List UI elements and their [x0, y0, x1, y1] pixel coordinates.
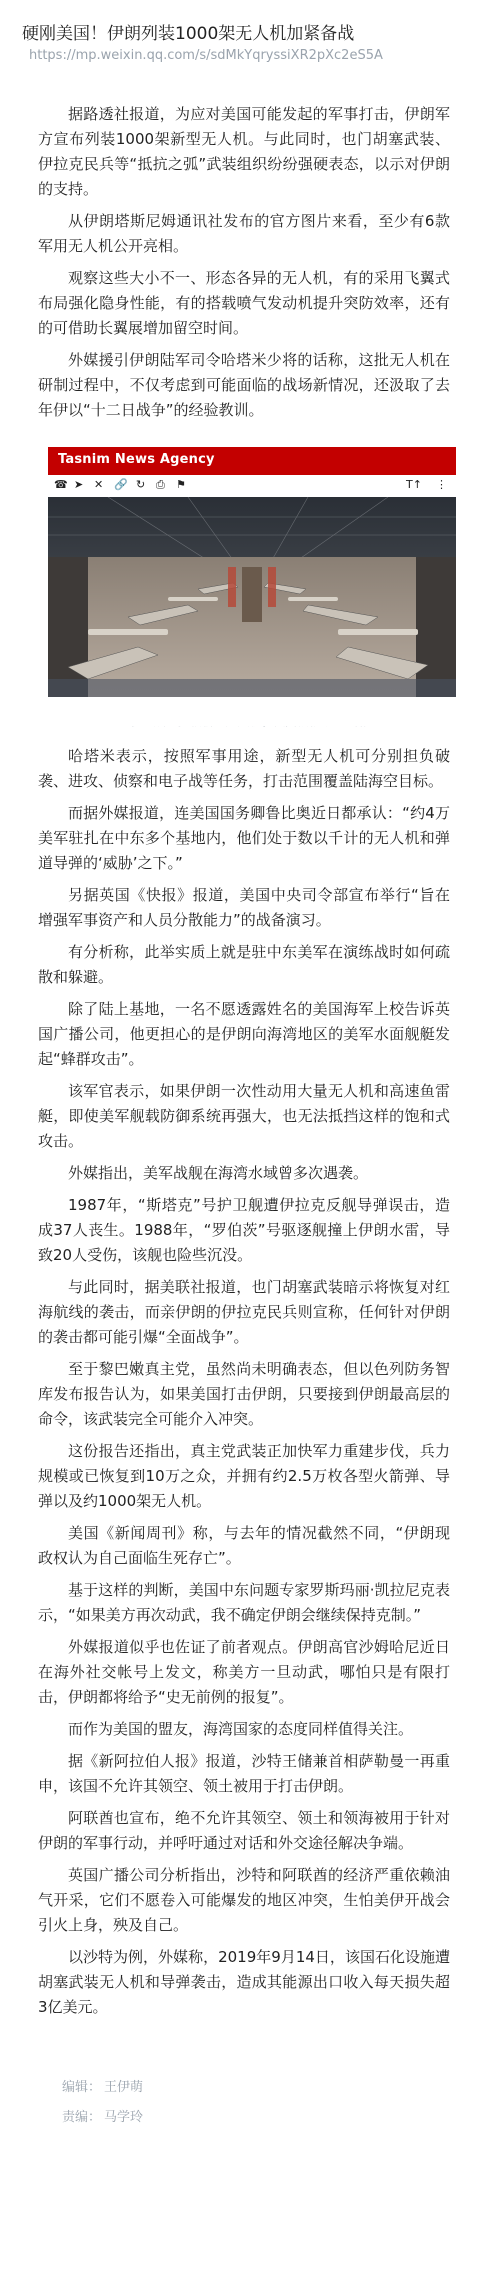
drone-hangar-image: [48, 497, 456, 697]
link-icon[interactable]: 🔗: [114, 478, 128, 491]
paragraph: 以沙特为例，外媒称，2019年9月14日，该国石化设施遭胡塞武装无人机和导弹袭击，造成其能源出口收入每天损失超3亿美元。: [38, 1948, 450, 2016]
paragraph: 有分析称，此举实质上就是驻中东美军在演练战时如何疏散和躲避。: [38, 943, 450, 986]
share-toolbar: [48, 475, 456, 497]
article-credits: [0, 2027, 480, 2133]
bookmark-icon[interactable]: ⚑: [176, 478, 186, 491]
reviewer-credit: [62, 2103, 480, 2133]
editor-label: 编辑：: [62, 2080, 102, 2095]
paragraph: 基于这样的判断，美国中东问题专家罗斯玛丽·凯拉尼克表示，“如果美方再次动武，我不确定伊朗会继续保持克制。”: [38, 1581, 450, 1624]
paragraph: 据《新阿拉伯人报》报道，沙特王储兼首相萨勒曼一再重申，该国不允许其领空、领土被用于打击伊朗。: [38, 1752, 450, 1795]
paragraph: 与此同时，据美联社报道，也门胡塞武装暗示将恢复对红海航线的袭击，而亲伊朗的伊拉克民兵则宣称，任何针对伊朗的袭击都可能引爆“全面战争”。: [38, 1278, 450, 1346]
paragraph: 哈塔米表示，按照军事用途，新型无人机可分别担负破袭、进攻、侦察和电子战等任务，打击范围覆盖陆海空目标。: [38, 747, 450, 790]
paragraph: 除了陆上基地，一名不愿透露姓名的美国海军上校告诉英国广播公司，他更担心的是伊朗向海湾地区的美军水面舰艇发起“蜂群攻击”。: [38, 1000, 450, 1068]
paragraph: 从伊朗塔斯尼姆通讯社发布的官方图片来看，至少有6款军用无人机公开亮相。: [38, 212, 450, 255]
paragraph: 这份报告还指出，真主党武装正加快军力重建步伐，兵力规模或已恢复到10万之众，并拥有约2.5万枚各型火箭弹、导弹以及约1000架无人机。: [38, 1442, 450, 1510]
article-header: [0, 0, 480, 66]
news-agency-banner: [48, 447, 456, 475]
article-body: [0, 66, 480, 2020]
paragraph: 外媒报道似乎也佐证了前者观点。伊朗高官沙姆哈尼近日在海外社交帐号上发文，称美方一旦动武，哪怕只是有限打击，伊朗都将给予“史无前例的报复”。: [38, 1638, 450, 1706]
paragraph: 英国广播公司分析指出，沙特和阿联酋的经济严重依赖油气开采，它们不愿卷入可能爆发的地区冲突，生怕美伊开战会引火上身，殃及自己。: [38, 1866, 450, 1934]
paragraph: 而作为美国的盟友，海湾国家的态度同样值得关注。: [68, 1720, 414, 1738]
paragraph: 另据英国《快报》报道，美国中央司令部宣布举行“旨在增强军事资产和人员分散能力”的战备演习。: [38, 886, 450, 929]
paragraph: 该军官表示，如果伊朗一次性动用大量无人机和高速鱼雷艇，即使美军舰载防御系统再强大，也无法抵挡这样的饱和式攻击。: [38, 1082, 450, 1150]
paragraph: 据路透社报道，为应对美国可能发起的军事打击，伊朗军方宣布列装1000架新型无人机。与此同时，也门胡塞武装、伊拉克民兵等“抵抗之弧”武装组织纷纷强硬表态，以示对伊朗的支持。: [38, 105, 450, 198]
reviewer-label: 责编：: [62, 2110, 102, 2125]
article-figure: [38, 433, 466, 732]
whatsapp-icon[interactable]: ☎: [54, 478, 68, 491]
paragraph: 至于黎巴嫩真主党，虽然尚未明确表态，但以色列防务智库发布报告认为，如果美国打击伊朗，只要接到伊朗最高层的命令，该武装完全可能介入冲突。: [38, 1360, 450, 1428]
paragraph: 观察这些大小不一、形态各异的无人机，有的采用飞翼式布局强化隐身性能，有的搭载喷气发动机提升突防效率，还有的可借助长翼展增加留空时间。: [38, 269, 450, 337]
paragraph: 外媒援引伊朗陆军司令哈塔米少将的话称，这批无人机在研制过程中，不仅考虑到可能面临的战场新情况，还汲取了去年伊以“十二日战争”的经验教训。: [38, 351, 450, 419]
editor-credit: [62, 2073, 480, 2103]
source-url[interactable]: https://mp.weixin.qq.com/s/sdMkYqryssiXR2pXc2eS5A: [29, 48, 383, 63]
text-size-icon[interactable]: T↑: [406, 478, 422, 491]
more-icon[interactable]: ⋮: [436, 478, 447, 491]
paragraph: 美国《新闻周刊》称，与去年的情况截然不同，“伊朗现政权认为自己面临生死存亡”。: [38, 1524, 450, 1567]
page-title: 硬刚美国！伊朗列装1000架无人机加紧备战: [22, 24, 355, 44]
paragraph: 阿联酋也宣布，绝不允许其领空、领土和领海被用于针对伊朗的军事行动，并呼吁通过对话和外交途径解决争端。: [38, 1809, 450, 1852]
paragraph: 1987年，“斯塔克”号护卫舰遭伊拉克反舰导弹误击，造成37人丧生。1988年，“罗伯茨”号驱逐舰撞上伊朗水雷，导致20人受伤，该舰也险些沉没。: [38, 1196, 450, 1264]
agency-name: Tasnim News Agency: [58, 452, 215, 467]
print-icon[interactable]: ⎙: [156, 478, 165, 491]
x-icon[interactable]: ✕: [94, 478, 104, 491]
paragraph: 外媒指出，美军战舰在海湾水域曾多次遇袭。: [68, 1164, 369, 1182]
reviewer-name: 马学玲: [104, 2110, 144, 2125]
editor-name: 王伊萌: [104, 2080, 144, 2095]
drone-display-photo[interactable]: [38, 433, 466, 726]
telegram-icon[interactable]: ➤: [74, 478, 84, 491]
share-icon[interactable]: ↻: [136, 478, 146, 491]
paragraph: 而据外媒报道，连美国国务卿鲁比奥近日都承认：“约4万美军驻扎在中东多个基地内，他们处于数以千计的无人机和弹道导弹的‘威胁’之下。”: [38, 804, 450, 872]
